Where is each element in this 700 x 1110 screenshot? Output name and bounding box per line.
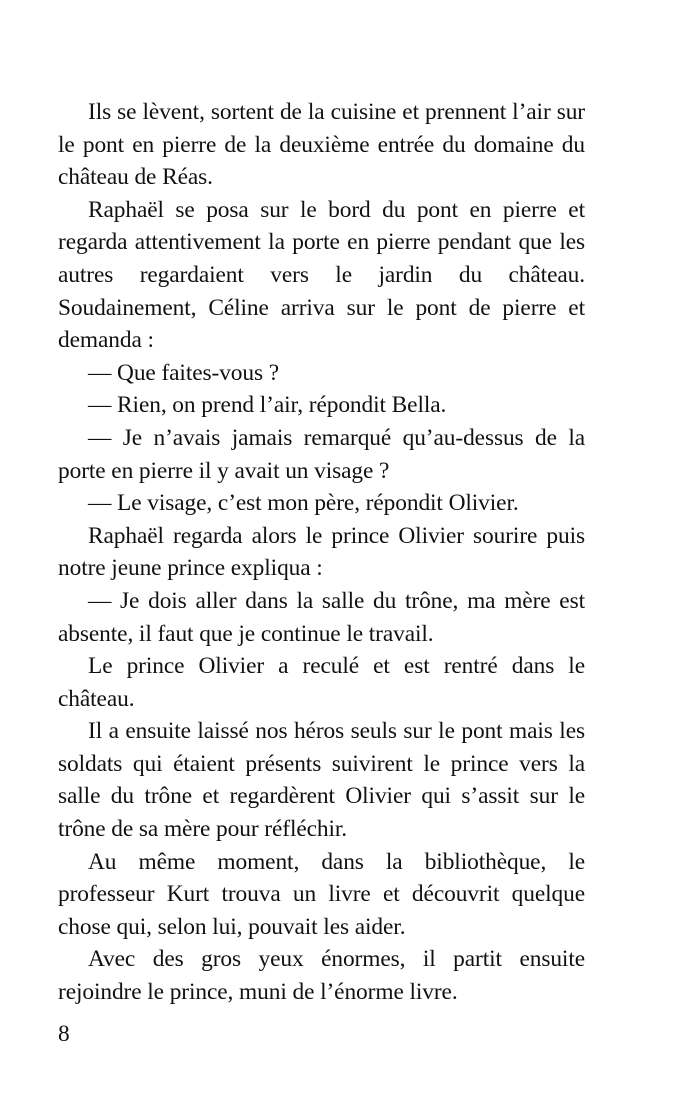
paragraph-11: Au même moment, dans la bibliothèque, le professeur Kurt trouva un livre et découvrit quelque chose qui, selon lui, pouvait les aider.	[58, 848, 585, 940]
dialogue-line: — Je dois aller dans la salle du trône, ma mère est absente, il faut que je continue le travail.	[58, 587, 585, 647]
dialogue-line: — Rien, on prend l’air, répondit Bella.	[88, 392, 447, 419]
dialogue-line: — Le visage, c’est mon père, répondit Olivier.	[88, 490, 519, 517]
dialogue-line: — Je n’avais jamais remarqué qu’au-dessus de la porte en pierre il y avait un visage ?	[58, 424, 585, 484]
paragraph-12: Avec des gros yeux énormes, il partit ensuite rejoindre le prince, muni de l’énorme livre.	[58, 946, 585, 1006]
paragraph-9: Le prince Olivier a reculé et est rentré dans le château.	[58, 653, 585, 712]
dialogue-line: — Que faites-vous ?	[88, 359, 280, 386]
paragraph-1: Ils se lèvent, sortent de la cuisine et prennent l’air sur le pont en pierre de la deuxième entrée du domaine du château de Réas.	[58, 99, 585, 191]
page-body	[58, 96, 585, 1009]
paragraph-10: Il a ensuite laissé nos héros seuls sur le pont mais les soldats qui étaient présents suivirent le prince vers la salle du trône et regardèrent Olivier qui s’assit sur le trône de sa mère pour réfléchir.	[58, 718, 585, 843]
paragraph-2: Raphaël se posa sur le bord du pont en pierre et regarda attentivement la porte en pierre pendant que les autres regardaient vers le jardin du château. Soudainement, Céline arriva sur le pont de pierre et demanda :	[58, 196, 585, 354]
page-number: 8	[58, 1021, 70, 1047]
paragraph-7: Raphaël regarda alors le prince Olivier sourire puis notre jeune prince expliqua :	[58, 522, 585, 582]
